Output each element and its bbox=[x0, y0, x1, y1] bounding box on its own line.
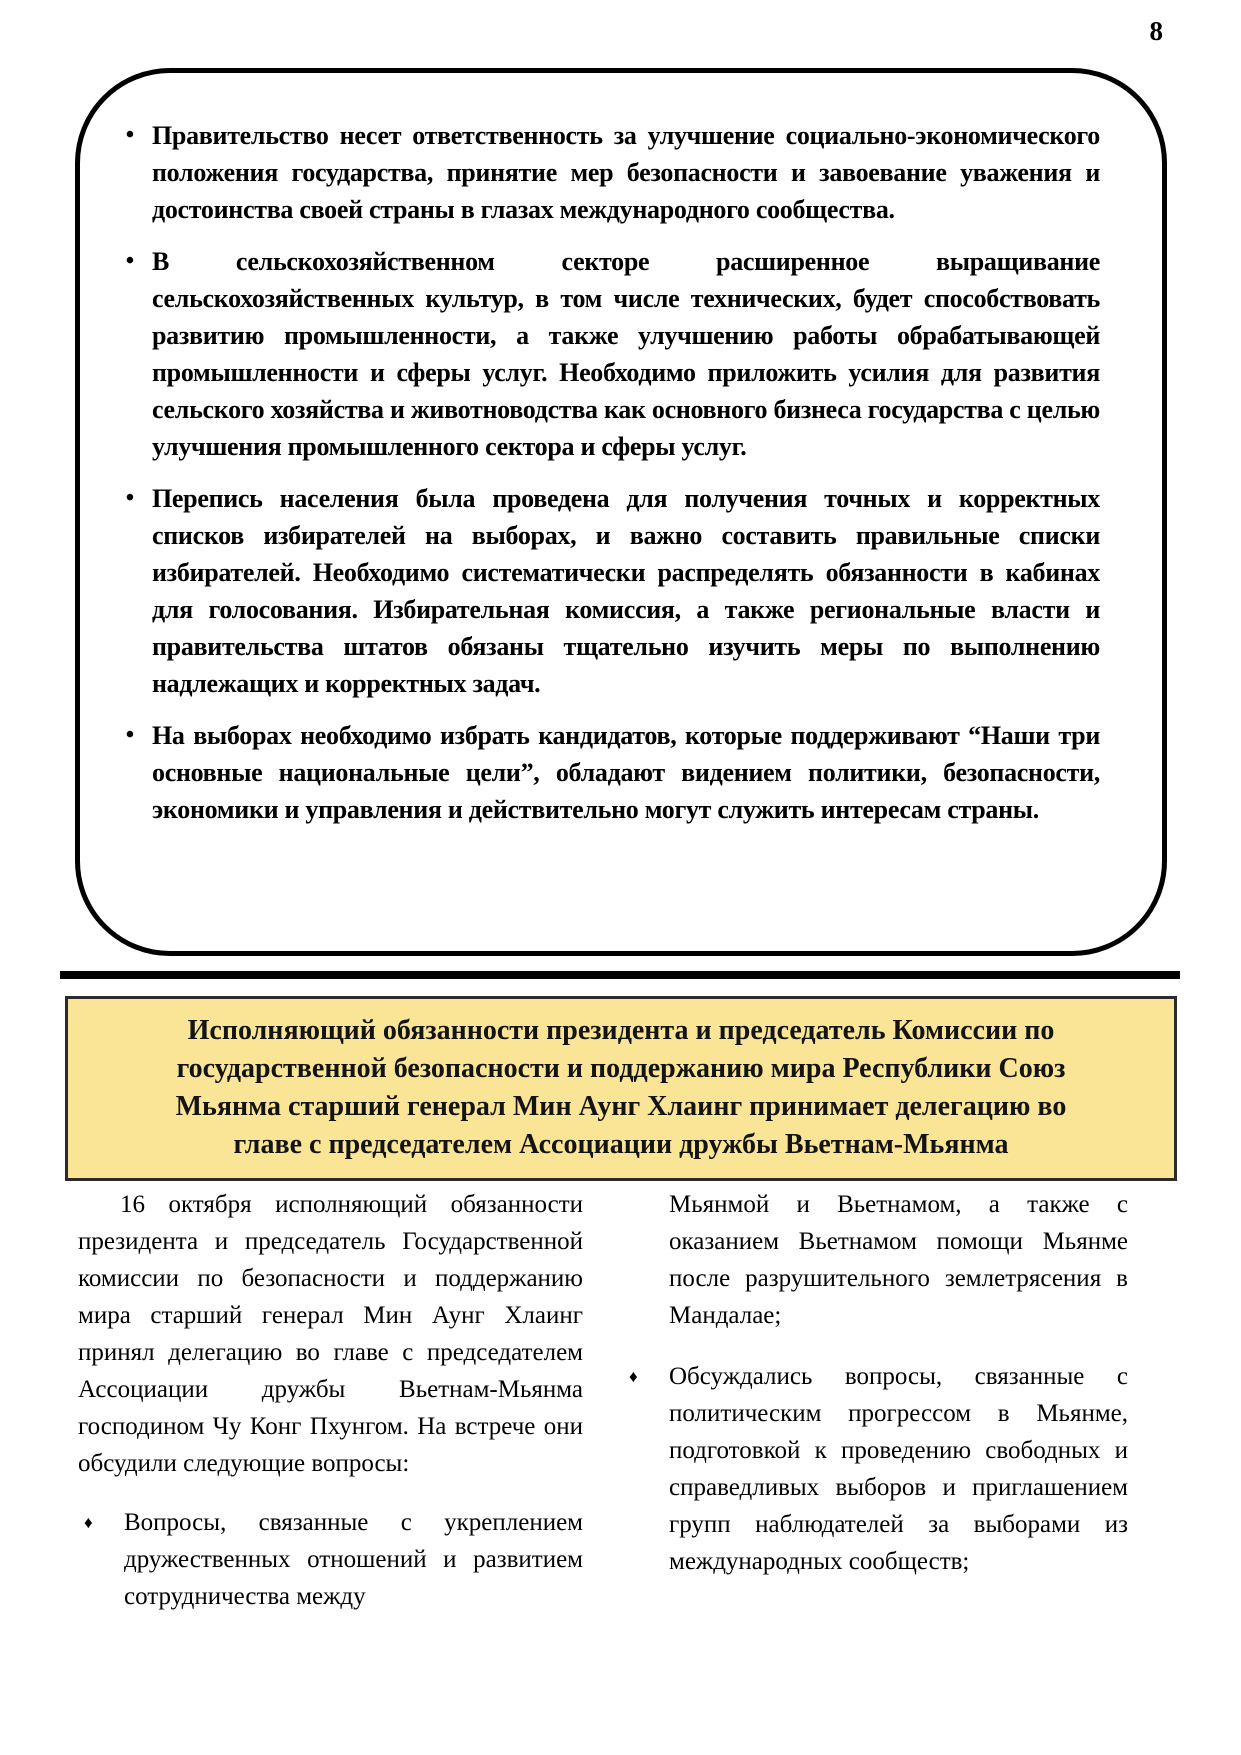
summary-bullet-text: В сельскохозяйственном секторе расширенное выращивание сельскохозяйственных культур, в том числе технических, будет способствовать развитию промышленности, а также улучшению работы обрабатывающей промышленности и сферы услуг. Необходимо приложить усилия для развития сельского хозяйства и животноводства как основного бизнеса государства с целью улучшения промышленного сектора и сферы услуг. bbox=[152, 247, 1100, 461]
summary-bullet-text: Перепись населения была проведена для получения точных и корректных списков избирателей на выборах, и важно составить правильные списки избирателей. Необходимо систематически распределять обязанности в кабинах для голосования. Избирательная комиссия, а также региональные власти и правительства штатов обязаны тщательно изучить меры по выполнению надлежащих и корректных задач. bbox=[152, 484, 1100, 698]
summary-bullet-item bbox=[108, 480, 1100, 702]
page-number: 8 bbox=[1149, 16, 1163, 46]
round-bullet-icon: • bbox=[125, 122, 135, 148]
article-bullet-continuation: Мьянмой и Вьетнамом, а также с оказанием Вьетнамом помощи Мьянме после разрушительного землетрясения в Мандалае; bbox=[669, 1191, 1128, 1329]
diamond-bullet-icon: ♦ bbox=[84, 1513, 93, 1532]
summary-bullet-item bbox=[108, 717, 1100, 828]
article-bullet-text: Вопросы, связанные с укреплением дружественных отношений и развитием сотрудничества между bbox=[124, 1509, 583, 1610]
article-body bbox=[78, 1186, 1128, 1615]
summary-bullet-text: Правительство несет ответственность за улучшение социально-экономического положения государства, принятие мер безопасности и завоевание уважения и достоинства своей страны в глазах международного сообщества. bbox=[152, 121, 1100, 224]
article-column-right bbox=[623, 1186, 1128, 1615]
summary-rounded-box bbox=[75, 68, 1167, 956]
summary-bullet-item bbox=[108, 243, 1100, 465]
round-bullet-icon: • bbox=[125, 722, 135, 748]
article-bullet-item bbox=[78, 1504, 583, 1615]
thick-horizontal-rule bbox=[60, 971, 1180, 979]
article-column-left bbox=[78, 1186, 583, 1615]
article-bullet-text: Обсуждались вопросы, связанные с политическим прогрессом в Мьянме, подготовкой к проведению свободных и справедливых выборов и приглашением групп наблюдателей за выборами из международных сообществ; bbox=[669, 1363, 1128, 1575]
article-intro-paragraph: 16 октября исполняющий обязанности президента и председатель Государственной комиссии по безопасности и поддержанию мира старший генерал Мин Аунг Хлаинг принял делегацию во главе с председателем Ассоциации дружбы Вьетнам-Мьянма господином Чу Конг Пхунгом. На встрече они обсудили следующие вопросы: bbox=[78, 1191, 583, 1477]
summary-bullet-item bbox=[108, 117, 1100, 228]
diamond-bullet-icon: ♦ bbox=[629, 1367, 638, 1386]
headline-line: Исполняющий обязанности президента и председатель Комиссии по bbox=[187, 1015, 1055, 1046]
headline-line: Мьянма старший генерал Мин Аунг Хлаинг принимает делегацию во bbox=[175, 1091, 1067, 1122]
round-bullet-icon: • bbox=[125, 248, 135, 274]
article-bullet-item bbox=[623, 1358, 1128, 1580]
summary-bullet-text: На выборах необходимо избрать кандидатов, которые поддерживают “Наши три основные национальные цели”, обладают видением политики, безопасности, экономики и управления и действительно могут служить интересам страны. bbox=[152, 721, 1100, 824]
headline-highlight-box bbox=[65, 996, 1177, 1181]
round-bullet-icon: • bbox=[125, 485, 135, 511]
headline-line: государственной безопасности и поддержанию мира Республики Союз bbox=[176, 1053, 1066, 1084]
headline-line: главе с председателем Ассоциации дружбы Вьетнам-Мьянма bbox=[233, 1129, 1009, 1160]
